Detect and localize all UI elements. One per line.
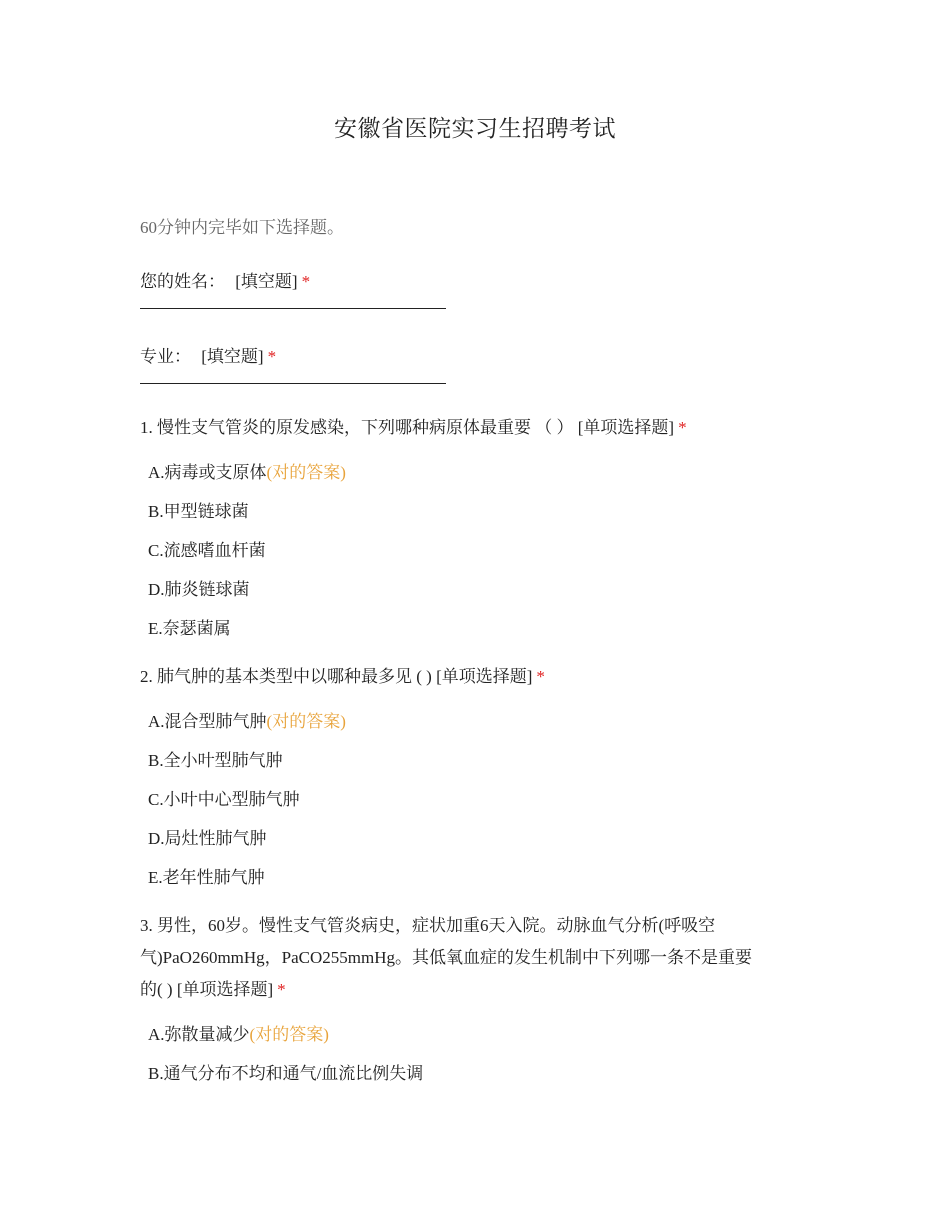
q2-option-d[interactable]: D.局灶性肺气肿 [148,829,267,848]
major-input-line[interactable] [140,383,446,384]
required-mark: * [301,272,311,291]
question-1 [140,412,820,444]
option-label: A.混合型肺气肿 [148,712,267,731]
intro-text: 60分钟内完毕如下选择题。 [140,218,344,237]
required-mark: * [267,347,277,366]
major-type: [填空题] [201,347,264,366]
q2-option-b[interactable]: B.全小叶型肺气肿 [148,751,283,770]
name-field-label [140,267,310,292]
q1-option-b[interactable]: B.甲型链球菌 [148,502,249,521]
q2-option-c[interactable]: C.小叶中心型肺气肿 [148,790,300,809]
major-field-label [140,342,276,367]
question-2-text: 2. 肺气肿的基本类型中以哪种最多见 ( ) [单项选择题] [140,667,533,686]
question-1-text: 1. 慢性支气管炎的原发感染，下列哪种病原体最重要 （ ） [单项选择题] [140,418,675,437]
q2-option-e[interactable]: E.老年性肺气肿 [148,868,265,887]
question-3-line-3-text: 的( ) [单项选择题] [140,980,274,999]
question-3-line-2: 气)PaO260mmHg，PaCO255mmHg。其低氧血症的发生机制中下列哪一条不是重要 [140,948,752,967]
correct-answer-mark: (对的答案) [266,463,346,482]
page-title: 安徽省医院实习生招聘考试 [334,116,616,141]
q1-option-d[interactable]: D.肺炎链球菌 [148,580,250,599]
q3-option-a[interactable] [148,1020,329,1045]
q1-option-e[interactable]: E.奈瑟菌属 [148,619,231,638]
name-input-line[interactable] [140,308,446,309]
option-label: A.弥散量减少 [148,1025,250,1044]
question-3 [140,910,820,1006]
name-label: 您的姓名： [140,272,225,291]
q3-option-b[interactable]: B.通气分布不均和通气/血流比例失调 [148,1064,424,1083]
q1-option-a[interactable] [148,458,346,483]
question-3-line-1: 3. 男性，60岁。慢性支气管炎病史，症状加重6天入院。动脉血气分析(呼吸空 [140,916,716,935]
name-type: [填空题] [235,272,298,291]
question-3-line-3 [140,974,820,1006]
major-label: 专业： [140,347,191,366]
required-mark: * [678,418,687,437]
q2-option-a[interactable] [148,707,346,732]
required-mark: * [536,667,545,686]
correct-answer-mark: (对的答案) [249,1025,329,1044]
question-2 [140,661,820,693]
option-label: A.病毒或支原体 [148,463,267,482]
required-mark: * [277,980,286,999]
correct-answer-mark: (对的答案) [266,712,346,731]
q1-option-c[interactable]: C.流感嗜血杆菌 [148,541,266,560]
